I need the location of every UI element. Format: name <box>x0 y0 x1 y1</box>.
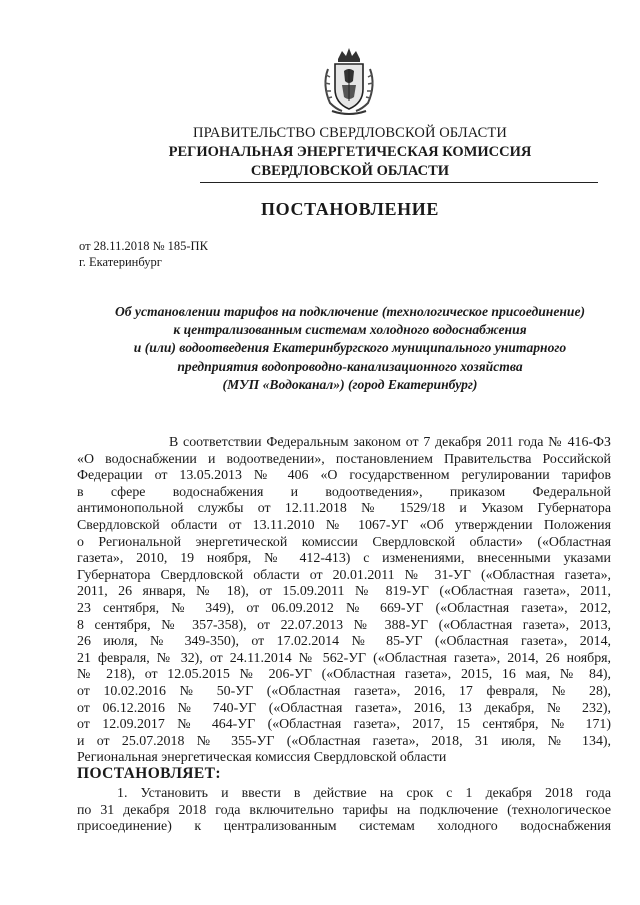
body-line: 8 сентября, № 357-358), от 22.07.2013 № 388-УГ («Областная газета», 2013, <box>77 617 611 633</box>
body-line: о Региональной энергетической комиссии Свердловской области» («Областная <box>77 534 611 550</box>
subject-line: (МУП «Водоканал») (город Екатеринбург) <box>222 376 478 392</box>
body-line: от 10.02.2016 № 50-УГ («Областная газета», 2016, 17 февраля, № 28), <box>77 683 611 699</box>
document-city: г. Екатеринбург <box>79 255 162 269</box>
document-date-number: от 28.11.2018 № 185-ПК <box>79 239 208 253</box>
body-line: газета», 2010, 19 ноября, № 412-413) с изменениями, внесенными указами <box>77 551 611 567</box>
body-line: 23 сентября, № 349), от 06.09.2012 № 669-УГ («Областная газета», 2012, <box>77 600 611 616</box>
body-line: Свердловской области от 13.11.2010 № 1067-УГ «Об утверждении Положения <box>77 517 611 533</box>
body-line: 21 февраля, № 32), от 24.11.2014 № 562-УГ («Областная газета», 2014, 26 ноября, <box>77 650 611 666</box>
preamble-paragraph <box>77 435 611 767</box>
header-government: ПРАВИТЕЛЬСТВО СВЕРДЛОВСКОЙ ОБЛАСТИ <box>193 125 507 141</box>
body-line: № 218), от 12.05.2015 № 206-УГ («Областная газета», 2015, 16 мая, № 84), <box>77 667 611 683</box>
subject-line: предприятия водопроводно-канализационного хозяйства <box>177 358 523 374</box>
body-line: «О водоснабжении и водоотведении», постановлением Правительства Российской <box>77 451 611 467</box>
body-line: 1. Установить и ввести в действие на срок с 1 декабря 2018 года <box>117 786 611 801</box>
coat-of-arms-icon <box>318 45 380 117</box>
body-line: антимонопольной службы от 12.11.2018 № 1529/18 и Указом Губернатора <box>77 501 611 517</box>
resolve-heading: ПОСТАНОВЛЯЕТ: <box>77 765 221 782</box>
header-divider <box>200 182 598 183</box>
subject-line: к централизованным системам холодного водоснабжения <box>173 322 527 338</box>
body-line: и от 25.07.2018 № 355-УГ («Областная газета», 2018, 31 июля, № 134), <box>77 733 611 749</box>
body-line: присоединение) к централизованным системам холодного водоснабжения <box>77 819 611 835</box>
subject-line: Об установлении тарифов на подключение (технологическое присоединение) <box>114 304 586 319</box>
header-region: СВЕРДЛОВСКОЙ ОБЛАСТИ <box>250 163 450 179</box>
body-line: 2011, 26 января, № 18), от 15.09.2011 № 819-УГ («Областная газета», 2011, <box>77 584 611 600</box>
body-line: Губернатора Свердловской области от 20.01.2011 № 31-УГ («Областная газета», <box>77 567 611 583</box>
subject-line: и (или) водоотведения Екатеринбургского муниципального унитарного <box>133 340 567 356</box>
body-line: от 06.12.2016 № 740-УГ («Областная газета», 2016, 13 декабря, № 232), <box>77 700 611 716</box>
body-line: 26 июля, № 349-350), от 17.02.2014 № 85-УГ («Областная газета», 2014, <box>77 634 611 650</box>
body-line: Федерации от 13.05.2013 № 406 «О государственном регулировании тарифов <box>77 468 611 484</box>
body-line: по 31 декабря 2018 года включительно тарифы на подключение (технологическое <box>77 802 611 818</box>
body-line: в сфере водоснабжения и водоотведения», приказом Федеральной <box>77 484 611 500</box>
body-line: В соответствии Федеральным законом от 7 декабря 2011 года № 416-ФЗ <box>169 435 611 450</box>
document-title: ПОСТАНОВЛЕНИЕ <box>261 199 439 219</box>
body-line: Региональная энергетическая комиссия Свердловской области <box>77 750 447 766</box>
body-line: от 12.09.2017 № 464-УГ («Областная газета», 2017, 15 сентября, № 171) <box>77 717 611 733</box>
document-subject <box>70 303 630 394</box>
item-1-paragraph <box>77 786 611 836</box>
header-commission: РЕГИОНАЛЬНАЯ ЭНЕРГЕТИЧЕСКАЯ КОМИССИЯ <box>168 144 532 160</box>
